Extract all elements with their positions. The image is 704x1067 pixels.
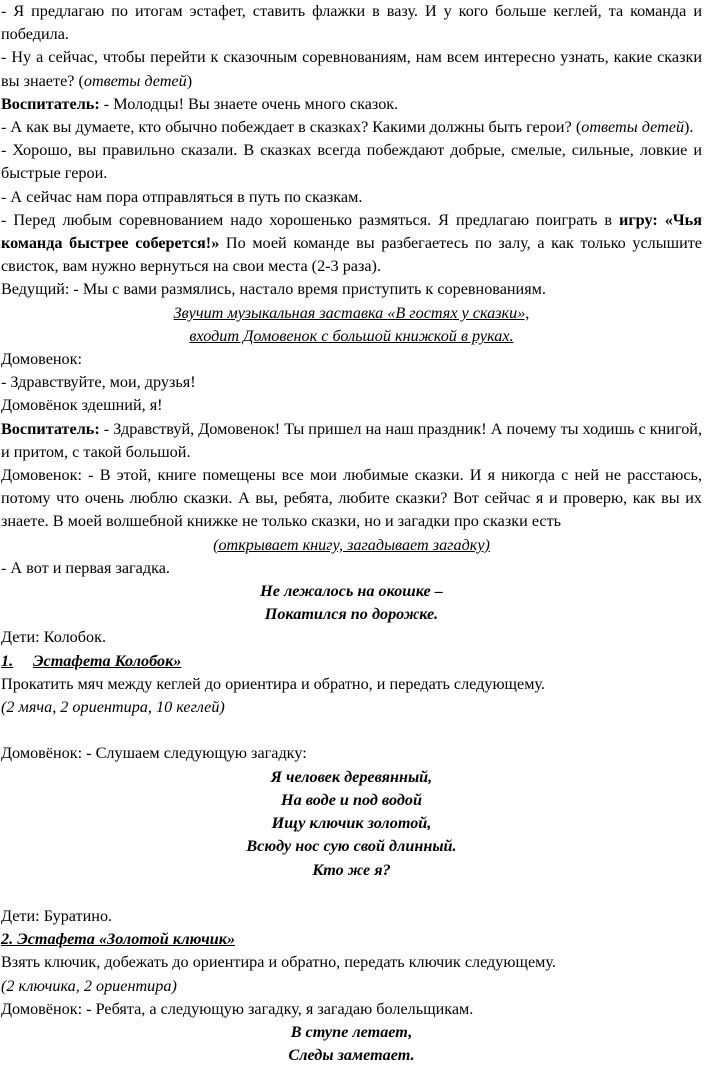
riddle-line: Не лежалось на окошке – <box>260 582 443 601</box>
children-answer: Дети: Буратино. <box>1 906 113 925</box>
paragraph-vase-flags: - Я предлагаю по итогам эстафет, ставить флажки в вазу. И у кого больше кеглей, та команда и победила. <box>1 2 702 44</box>
greeting-line-2: Домовёнок здешний, я! <box>1 396 163 415</box>
blank-line <box>1 719 702 742</box>
paragraph-host: Ведущий: - Мы с вами размялись, настало время приступить к соревнованиям. <box>1 280 546 299</box>
riddle-line: Ищу ключик золотой, <box>271 814 432 833</box>
paragraph-heroes-answer: - Хорошо, вы правильно сказали. В сказках всегда побеждают добрые, смелые, сильные, ловкие и быстрые герои. <box>1 141 702 183</box>
children-answer: Дети: Колобок. <box>1 628 106 647</box>
stage-direction-music: Звучит музыкальная заставка «В гостях у сказки», <box>173 303 530 322</box>
riddle-line: На воде и под водой <box>281 790 422 809</box>
riddle-line: Всюду нос сую свой длинный. <box>246 837 457 856</box>
next-riddle-intro: Домовёнок: - Слушаем следующую загадку: <box>1 744 307 763</box>
riddle-line: Я человек деревянный, <box>270 767 433 786</box>
paragraph-journey: - А сейчас нам пора отправляться в путь по сказкам. <box>1 187 363 206</box>
stage-direction-riddle: (открывает книгу, загадывает загадку) <box>213 535 490 554</box>
riddle-line: Кто же я? <box>312 860 391 879</box>
paragraph-educator-praise: Воспитатель: - Молодцы! Вы знаете очень много сказок. <box>1 94 399 113</box>
paragraph-book: Домовенок: - В этой, книге помещены все мои любимые сказки. И я никогда с ней не расстаюсь, потому что очень люблю сказки. А вы, ребята, любите сказки? Вот сейчас я и проверю, как вы их знаете. В моей волшебной книжке не только сказки, но и загадки про сказки есть <box>1 466 702 531</box>
relay-description: Прокатить мяч между кеглей до ориентира и обратно, и передать следующему. <box>1 674 545 693</box>
paragraph-warmup-game: - Перед любым соревнованием надо хорошенько размяться. Я предлагаю поиграть в игру: «Чья команда быстрее соберется!» По моей команде вы разбегаетесь по залу, а как только услышите свисток, вам нужно вернуться на свои места (2-3 раза). <box>1 210 702 276</box>
relay-heading-1: 1. Эстафета Колобок» <box>1 651 182 670</box>
riddle-line: Следы заметает. <box>288 1046 415 1065</box>
stage-direction-enter: входит Домовенок с большой книжкой в руках. <box>189 326 514 345</box>
fans-riddle-intro: Домовёнок: - Ребята, а следующую загадку, я загадаю болельщикам. <box>1 999 474 1018</box>
riddle-line: В ступе летает, <box>290 1022 413 1041</box>
paragraph-fairy-tales-question: - Ну а сейчас, чтобы перейти к сказочным соревнованиям, нам всем интересно узнать, какие сказки вы знаете? (ответы детей) <box>1 48 702 90</box>
riddle-line: Покатился по дорожке. <box>264 605 439 624</box>
paragraph-heroes-question: - А как вы думаете, кто обычно побеждает в сказках? Какими должны быть герои? (ответы детей). <box>1 118 694 137</box>
relay-description: Взять ключик, добежать до ориентира и обратно, передать ключик следующему. <box>1 953 556 972</box>
greeting-line: - Здравствуйте, мои, друзья! <box>1 373 196 392</box>
relay-equipment: (2 ключика, 2 ориентира) <box>1 976 177 995</box>
relay-heading-2: 2. Эстафета «Золотой ключик» <box>1 930 236 949</box>
relay-equipment: (2 мяча, 2 ориентира, 10 кеглей) <box>1 698 225 717</box>
speaker-domovenok: Домовенок: <box>1 350 83 369</box>
paragraph-educator-greeting: Воспитатель: - Здравствуй, Домовенок! Ты пришел на наш праздник! А почему ты ходишь с книгой, и притом, с такой большой. <box>1 419 702 461</box>
blank-line <box>1 882 702 905</box>
first-riddle-intro: - А вот и первая загадка. <box>1 558 170 577</box>
